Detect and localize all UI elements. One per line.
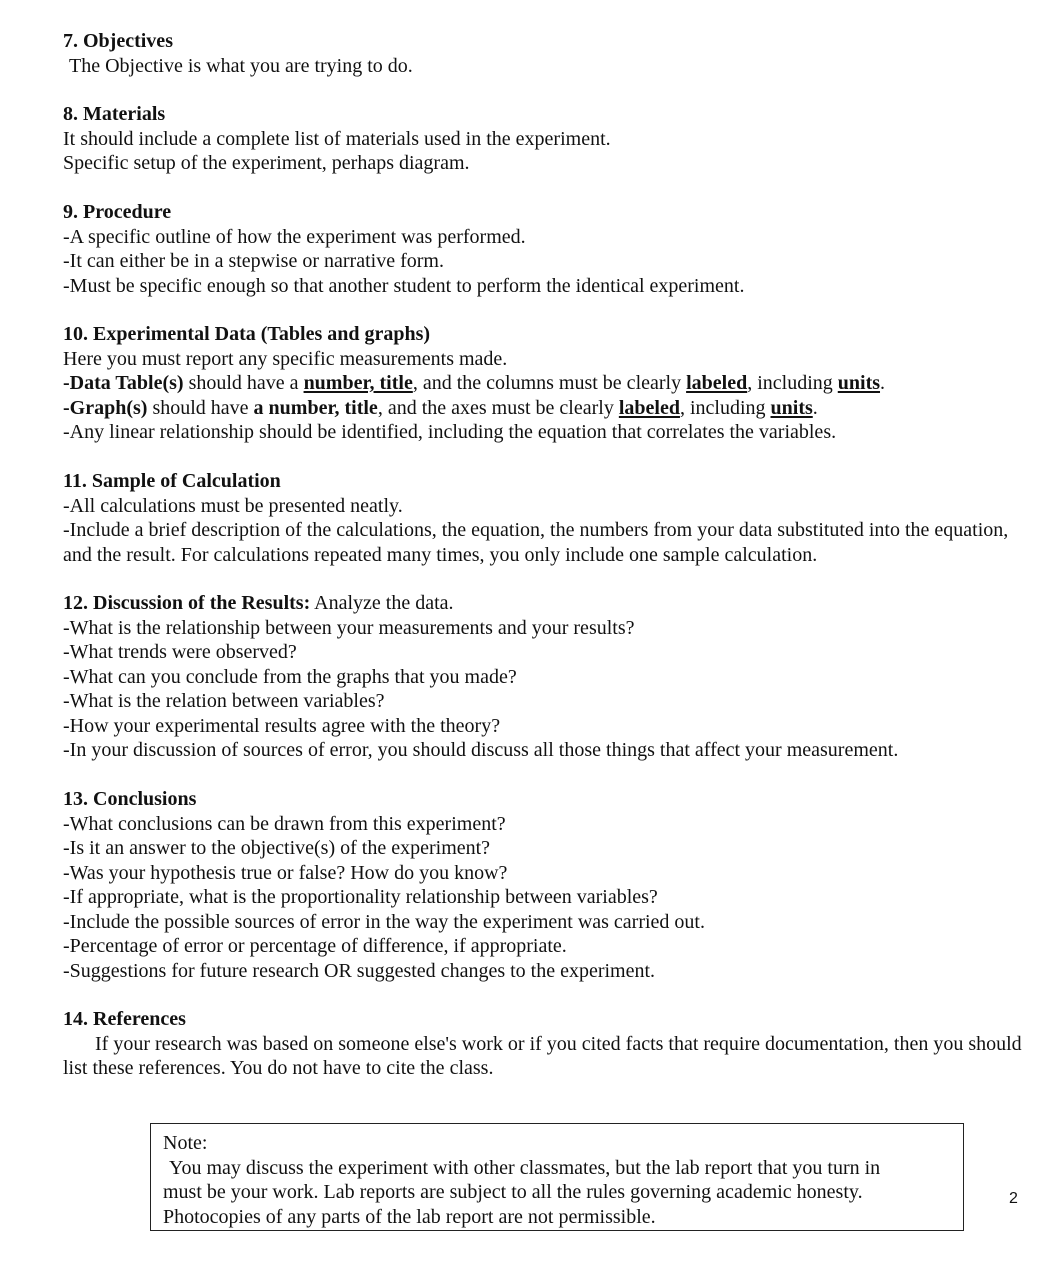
emphasis-text: labeled	[686, 372, 748, 394]
section-text: Here you must report any specific measurements made.	[63, 347, 508, 370]
section-objectives	[63, 29, 1023, 78]
text-fragment: , including	[747, 372, 838, 394]
section-paragraph: If your research was based on someone else's work or if you cited facts that require documentation, then you should list these references. You do not have to cite the class.	[63, 1032, 1022, 1079]
data-table-requirement	[63, 371, 1023, 396]
section-conclusions	[63, 787, 1023, 983]
emphasis-text: units	[837, 372, 881, 394]
section-experimental-data	[63, 322, 1023, 445]
section-procedure	[63, 200, 1023, 298]
section-heading: 9. Procedure	[63, 201, 172, 223]
text-fragment: , including	[679, 396, 771, 419]
text-fragment: should have	[147, 396, 254, 419]
note-text: You may discuss the experiment with other classmates, but the lab report that you turn in	[169, 1156, 881, 1179]
section-text: -How your experimental results agree with the theory?	[63, 714, 501, 737]
section-text: -Percentage of error or percentage of difference, if appropriate.	[63, 935, 567, 957]
note-text: must be your work. Lab reports are subject to all the rules governing academic honesty.	[163, 1181, 863, 1203]
section-text: -A specific outline of how the experiment was performed.	[63, 225, 526, 248]
text-fragment: .	[812, 396, 818, 419]
note-title: Note:	[163, 1132, 208, 1154]
section-text: -What conclusions can be drawn from this experiment?	[63, 812, 506, 835]
emphasis-text: units	[770, 396, 813, 419]
emphasis-text: labeled	[618, 396, 680, 419]
note-box	[150, 1123, 964, 1231]
section-heading: 7. Objectives	[63, 30, 173, 52]
section-sample-calculation	[63, 469, 1023, 567]
section-references	[63, 1007, 1023, 1081]
emphasis-text: number, title	[303, 372, 413, 394]
section-text: -Suggestions for future research OR suggested changes to the experiment.	[63, 959, 656, 982]
section-text: -What is the relation between variables?	[63, 690, 385, 712]
section-text: -Must be specific enough so that another student to perform the identical experiment.	[63, 274, 745, 297]
section-text: -What trends were observed?	[63, 641, 297, 663]
section-heading: 8. Materials	[63, 103, 166, 125]
section-text: -Is it an answer to the objective(s) of the experiment?	[63, 837, 491, 859]
text-fragment: , and the columns must be clearly	[412, 372, 687, 394]
graph-requirement	[63, 396, 1023, 421]
text-fragment: should have a	[183, 372, 304, 394]
section-heading: 10. Experimental Data (Tables and graphs)	[63, 323, 431, 345]
section-text: -Any linear relationship should be identified, including the equation that correlates the variables.	[63, 421, 837, 443]
section-text: -Was your hypothesis true or false? How do you know?	[63, 861, 508, 884]
emphasis-text: a number, title	[253, 396, 378, 419]
note-text: Photocopies of any parts of the lab report are not permissible.	[163, 1205, 656, 1228]
section-text: -In your discussion of sources of error, you should discuss all those things that affect your measurement.	[63, 739, 899, 761]
section-text: -All calculations must be presented neatly.	[63, 494, 403, 517]
section-text: -If appropriate, what is the proportionality relationship between variables?	[63, 886, 658, 908]
section-text: The Objective is what you are trying to do.	[69, 54, 413, 77]
page-number: 2	[1009, 1190, 1018, 1207]
section-text: -What is the relationship between your measurements and your results?	[63, 616, 635, 639]
section-text: It should include a complete list of materials used in the experiment.	[63, 127, 611, 150]
section-heading: 14. References	[63, 1008, 186, 1030]
section-heading: 12. Discussion of the Results:	[63, 592, 311, 614]
heading-rest: Analyze the data.	[310, 592, 454, 614]
section-paragraph: -Include a brief description of the calculations, the equation, the numbers from your data substituted into the equation, and the result. For calculations repeated many times, you only include one sample calculation.	[63, 519, 1009, 566]
section-heading: 11. Sample of Calculation	[63, 470, 281, 492]
section-text: -What can you conclude from the graphs that you made?	[63, 665, 517, 688]
section-discussion	[63, 591, 1023, 763]
section-text: -It can either be in a stepwise or narrative form.	[63, 250, 444, 272]
section-materials	[63, 102, 1023, 176]
lead-text: -Graph(s)	[63, 396, 148, 419]
text-fragment: .	[880, 372, 886, 394]
section-heading: 13. Conclusions	[63, 788, 197, 810]
text-fragment: , and the axes must be clearly	[377, 396, 619, 419]
section-text: -Include the possible sources of error in the way the experiment was carried out.	[63, 910, 705, 933]
section-heading-line	[63, 591, 1023, 616]
section-text: Specific setup of the experiment, perhaps diagram.	[63, 152, 470, 174]
lead-text: -Data Table(s)	[63, 372, 184, 394]
